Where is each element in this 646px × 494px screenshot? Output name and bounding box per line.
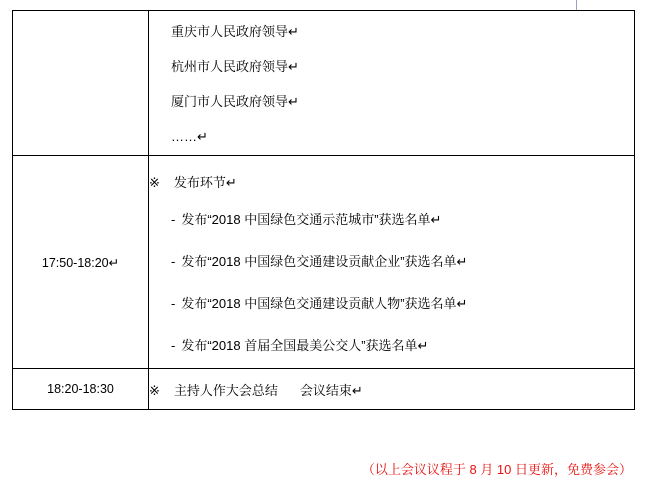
row-content-cell	[149, 369, 635, 410]
closing-line	[149, 380, 634, 399]
section-heading-label: 发布环节↵	[173, 175, 237, 190]
list-item	[171, 209, 634, 228]
dash-icon: -	[171, 212, 176, 227]
agenda-table	[12, 10, 635, 410]
list-item-label: 发布“2018 中国绿色交通建设贡献企业”获选名单↵	[181, 254, 468, 269]
table-row	[13, 156, 635, 369]
row-time-cell	[13, 369, 149, 410]
list-item: ……↵	[171, 129, 208, 144]
list-item	[171, 293, 634, 312]
list-item-label: 发布“2018 中国绿色交通示范城市”获选名单↵	[181, 212, 442, 227]
reference-mark-icon: ※	[149, 382, 160, 398]
row-time-cell	[13, 156, 149, 369]
reference-mark-icon: ※	[149, 175, 160, 190]
row-time-cell	[13, 11, 149, 156]
margin-guide-vertical	[576, 0, 577, 10]
list-item	[171, 335, 634, 354]
row-time-label: 17:50-18:20↵	[41, 255, 120, 270]
list-item: 厦门市人民政府领导↵	[171, 94, 299, 109]
release-section	[149, 156, 634, 368]
row-content-cell	[149, 11, 635, 156]
closing-text-a: 主持人作大会总结	[173, 382, 278, 398]
list-item-label: 发布“2018 中国绿色交通建设贡献人物”获选名单↵	[181, 296, 468, 311]
row-content-cell	[149, 156, 635, 369]
list-item	[171, 251, 634, 270]
leader-list	[149, 11, 634, 155]
table-row	[13, 11, 635, 156]
table-row	[13, 369, 635, 410]
row-time-label: 18:20-18:30	[47, 382, 114, 396]
closing-text-b: 会议结束↵	[299, 382, 363, 398]
footnote-note: （以上会议议程于 8 月 10 日更新，免费参会）	[361, 462, 632, 477]
list-item: 杭州市人民政府领导↵	[171, 59, 299, 74]
dash-icon: -	[171, 296, 176, 311]
dash-icon: -	[171, 254, 176, 269]
section-heading	[149, 172, 634, 191]
list-item: 重庆市人民政府领导↵	[171, 24, 299, 39]
list-item-label: 发布“2018 首届全国最美公交人”获选名单↵	[181, 338, 429, 353]
dash-icon: -	[171, 338, 176, 353]
